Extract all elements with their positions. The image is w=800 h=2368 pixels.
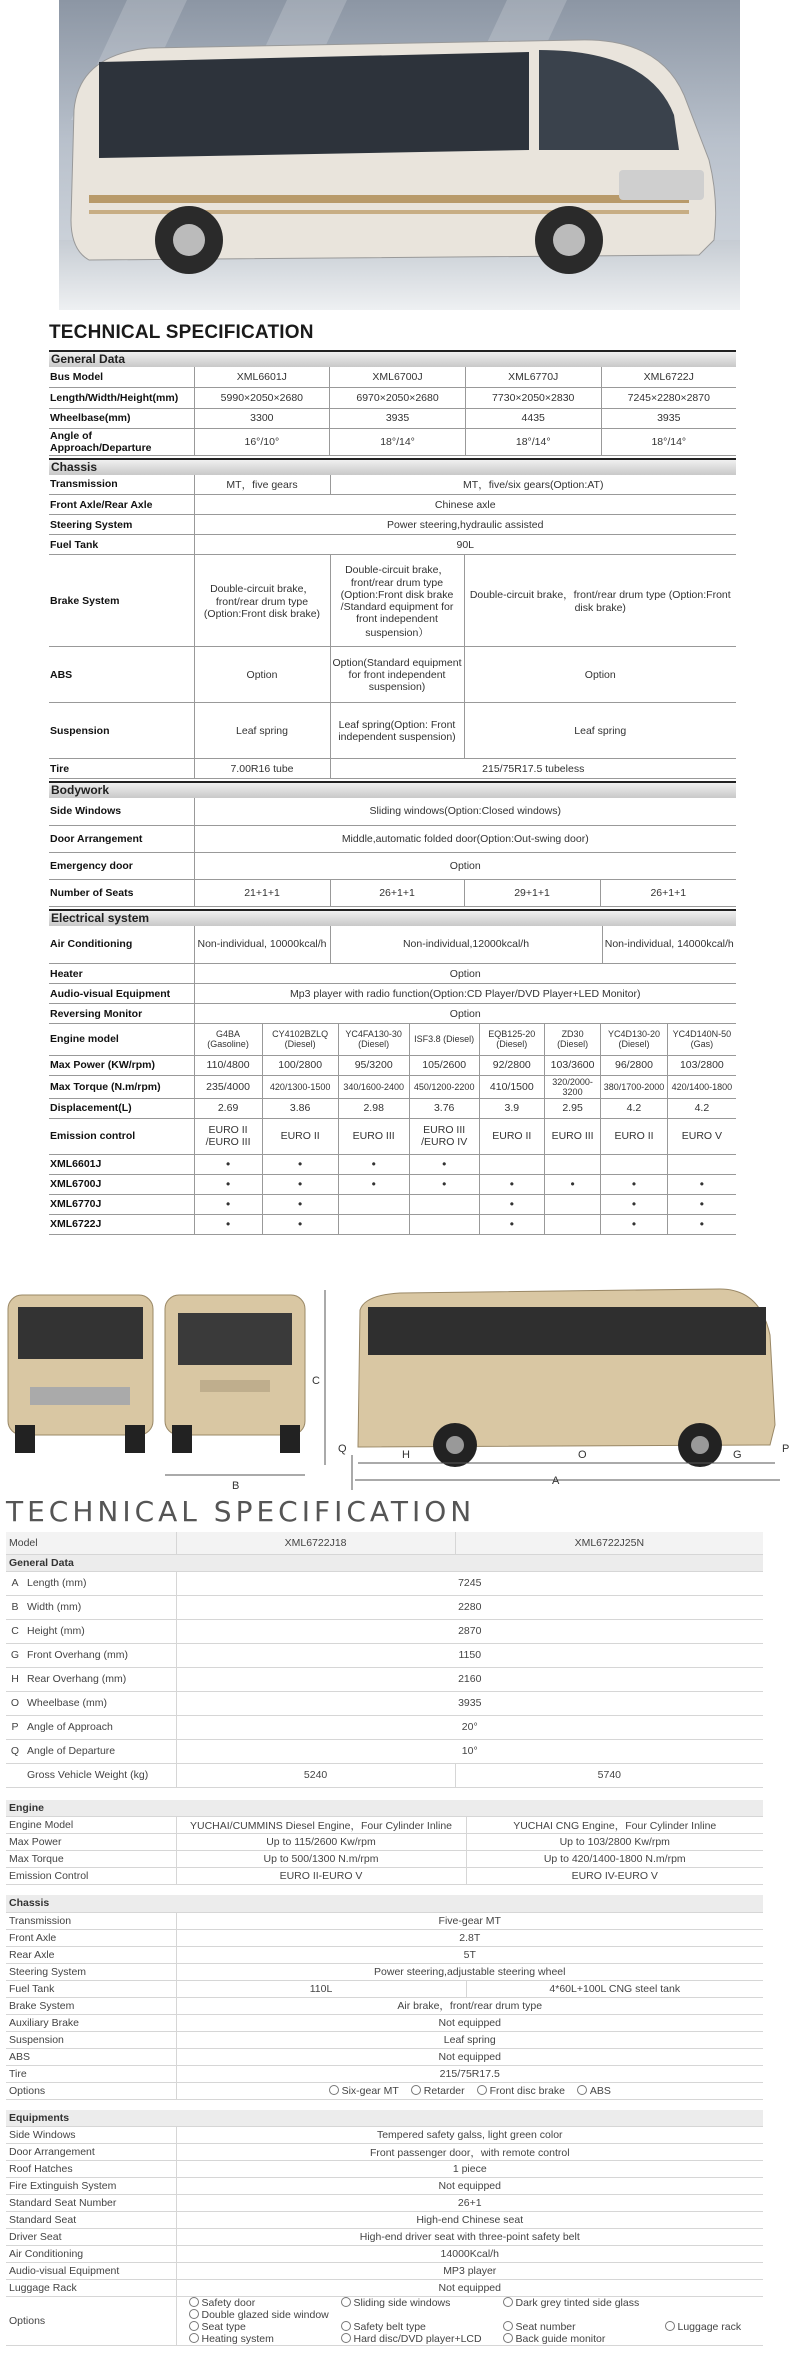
spec2-engine-table: Engine Engine Model YUCHAI/CUMMINS Diesel Engine，Four Cylinder Inline YUCHAI CNG Engine，Four Cylinder Inline Max Power Up to 115/2600 Kw/rpm Up to 103/2800 Kw/rpm Max Torque Up to 500/1300 N.m/rpm Up to 420/1400-1800 N.m/rpm Emission Control EURO II-EURO V EURO IV-EURO V: [6, 1800, 763, 1886]
option-radio[interactable]: Double glazed side window: [189, 2309, 329, 2321]
dim-label-c: C: [312, 1375, 320, 1387]
option-radio[interactable]: ABS: [577, 2085, 611, 2097]
equipment-options: [176, 2297, 763, 2346]
option-radio[interactable]: Seat number: [503, 2321, 653, 2333]
electrical-heading: Electrical system: [49, 909, 736, 926]
general-data-heading: General Data: [49, 350, 736, 367]
spec-sheet-1: [49, 322, 736, 1235]
spec2-general-heading: General Data: [6, 1554, 763, 1571]
option-radio[interactable]: Seat type: [189, 2321, 329, 2333]
bus-views-illustration: [0, 1275, 800, 1490]
coach-bus-illustration: [59, 0, 740, 310]
dim-label-p: P: [782, 1443, 790, 1455]
option-radio[interactable]: Safety belt type: [341, 2321, 491, 2333]
option-radio[interactable]: Sliding side windows: [341, 2297, 491, 2309]
dim-label-g: G: [733, 1449, 742, 1461]
option-radio[interactable]: Six-gear MT: [329, 2085, 399, 2097]
dimension-drawing: [0, 1275, 800, 1490]
dim-label-q: Q: [338, 1443, 347, 1455]
spec2-chassis-table: Chassis Transmission Five-gear MT Front Axle 2.8T Rear Axle 5T Steering System Power steering,adjustable steering wheel Fuel Tank 110L 4*60L+100L CNG steel tank Brake System Air brake，front/rear drum type Auxiliary Brake Not equipped Suspension Leaf spring ABS Not equipped Tire 215/75R17.5 Options Six-gear MT Retarder Front disc brake ABS: [6, 1895, 763, 2100]
dim-label-h: H: [402, 1449, 410, 1461]
bodywork-table: Side Windows Sliding windows(Option:Closed windows) Door Arrangement Middle,automatic folded door(Option:Out-swing door) Emergency door Option Number of Seats 21+1+1 26+1+1 29+1+1 26+1+1: [49, 798, 736, 907]
hero-bus-photo: [59, 0, 740, 310]
option-radio[interactable]: Hard disc/DVD player+LCD: [341, 2333, 491, 2345]
option-radio[interactable]: Safety door: [189, 2297, 329, 2309]
engine-table: Engine model G4BA (Gasoline) CY4102BZLQ (Diesel) YC4FA130-30 (Diesel) ISF3.8 (Diesel) EQB125-20 (Diesel) ZD30 (Diesel) YC4D130-20 (Diesel) YC4D140N-50 (Gas) Max Power (KW/rpm) 110/4800 100/2800 95/3200 105/2600 92/2800 103/3600 96/2800 103/2800 Max Torque (N.m/rpm) 235/4000 420/1300-1500 340/1600-2400 450/1200-2200 410/1500 320/2000-3200 380/1700-2000 420/1400-1800 Displacement(L) 2.69 3.86 2.98 3.76 3.9 2.95 4.2 4.2 Emission control EURO II /EURO III EURO II EURO III EURO III /EURO IV EURO II EURO III EURO II EURO V XML6601J • • • • XML6700J • • • • • • • • XML6770J • • • • • XML6722J • • • • •: [49, 1024, 736, 1235]
option-radio[interactable]: Dark grey tinted side glass: [503, 2297, 653, 2309]
spec2-title: TECHNICAL SPECIFICATION: [6, 1495, 476, 1528]
spec1-title: TECHNICAL SPECIFICATION: [49, 322, 314, 343]
chassis-table: Transmission MT，five gears MT，five/six gears(Option:AT) Front Axle/Rear Axle Chinese axle Steering System Power steering,hydraulic assisted Fuel Tank 90L Brake System Double-circuit brake，front/rear drum type (Option:Front disk brake) Double-circuit brake，front/rear drum type (Option:Front disk brake /Standard equipment for front independent suspension） Double-circuit brake，front/rear drum type (Option:Front disk brake) ABS Option Option(Standard equipment for front independent suspension) Option Suspension Leaf spring Leaf spring(Option: Front independent suspension) Leaf spring Tire 7.00R16 tube 215/75R17.5 tubeless: [49, 475, 736, 780]
option-radio[interactable]: Heating system: [189, 2333, 329, 2345]
chassis-heading: Chassis: [49, 458, 736, 475]
option-radio[interactable]: Back guide monitor: [503, 2333, 653, 2345]
spec2-equip-table: Equipments Side Windows Tempered safety galss, light green color Door Arrangement Front passenger door，with remote control Roof Hatches 1 piece Fire Extinguish System Not equipped Standard Seat Number 26+1 Standard Seat High-end Chinese seat Driver Seat High-end driver seat with three-point safety belt Air Conditioning 14000Kcal/h Audio-visual Equipment MP3 player Luggage Rack Not equipped Options Safety door Sliding side windows Dark grey tinted side glassDouble glazed side window Seat type Safety belt type Seat number Luggage rack Heating system Hard disc/DVD player+LCD Back guide monitor: [6, 2110, 763, 2347]
electrical-table: Air Conditioning Non-individual, 10000kcal/h Non-individual,12000kcal/h Non-individual, 14000kcal/h Heater Option Audio-visual Equipment Mp3 player with radio function(Option:CD Player/DVD Player+LED Monitor) Reversing Monitor Option: [49, 926, 736, 1025]
dim-label-o: O: [578, 1449, 587, 1461]
option-radio[interactable]: Retarder: [411, 2085, 465, 2097]
general-data-table: Bus Model XML6601J XML6700J XML6770J XML6722J Length/Width/Height(mm) 5990×2050×2680 6970×2050×2680 7730×2050×2830 7245×2280×2870 Wheelbase(mm) 3300 3935 4435 3935 Angle of Approach/Departure 16°/10° 18°/14° 18°/14° 18°/14°: [49, 367, 736, 456]
chassis-options: [176, 2082, 763, 2099]
spec2-table: Model XML6722J18 XML6722J25N General Data A Length (mm) 7245 B Width (mm) 2280 C Height (mm) 2870 G Front Overhang (mm) 1150 H Rear Overhang (mm) 2160 O Wheelbase (mm) 3935 P Angle of Approach 20° Q Angle of Departure 10° Gross Vehicle Weight (kg) 5240 5740: [6, 1532, 763, 1788]
bodywork-heading: Bodywork: [49, 781, 736, 798]
spec-sheet-2: [6, 1495, 763, 2346]
dim-label-a: A: [552, 1475, 560, 1487]
option-radio[interactable]: Luggage rack: [665, 2321, 742, 2333]
dim-label-b: B: [232, 1480, 240, 1492]
option-radio[interactable]: Front disc brake: [477, 2085, 565, 2097]
